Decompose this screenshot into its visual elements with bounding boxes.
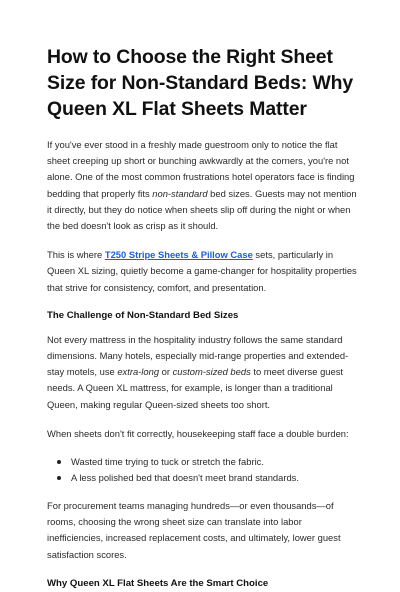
section-heading-challenge: The Challenge of Non-Standard Bed Sizes	[47, 309, 239, 321]
intro-paragraph	[47, 137, 360, 234]
article-title: How to Choose the Right Sheet Size for Non-Standard Beds: Why Queen XL Flat Sheets Matter	[47, 46, 354, 120]
intro-text-1: If you've ever stood in a freshly made guestroom only to notice the flat sheet creeping up short or bunching awkwardly at the corners, you're not alone. One of the most common frustrations hotel operators face is finding bedding that properly fits	[47, 139, 355, 199]
challenge-text-3: to meet diverse guest needs. A Queen XL mattress, for example, is longer than a traditional Queen, making regular Queen-sized sheets too short.	[47, 366, 344, 410]
bullet-icon	[57, 476, 61, 480]
challenge-emphasis-1: extra-long	[117, 366, 160, 378]
promo-paragraph	[47, 247, 360, 296]
challenge-emphasis-2: custom-sized beds	[172, 366, 251, 378]
challenge-text-1: Not every mattress in the hospitality industry follows the same standard dimensions. Many hotels, especially mid-range properties and extended-stay motels, use	[47, 333, 349, 378]
section-heading-queen-xl: Why Queen XL Flat Sheets Are the Smart Choice	[47, 577, 269, 589]
bullet-icon	[57, 460, 61, 464]
product-link[interactable]: T250 Stripe Sheets & Pillow Case	[104, 249, 253, 261]
challenge-paragraph-2: When sheets don't fit correctly, housekeeping staff face a double burden:	[47, 427, 349, 439]
list-item-text: Wasted time trying to tuck or stretch the fabric.	[71, 456, 264, 468]
list-item	[71, 470, 360, 486]
intro-text-2: bed sizes. Guests may not mention it directly, but they do notice when sheets slip off during the night or when the bed doesn't look as crisp as it should.	[47, 187, 357, 232]
promo-text-2: sets, particularly in Queen XL sizing, quietly become a game-changer for hospitality properties that strive for consistency, comfort, and presentation.	[47, 249, 357, 293]
challenge-paragraph-1	[47, 332, 360, 413]
intro-emphasis: non-standard	[152, 187, 208, 199]
challenge-text-2: or	[159, 366, 173, 378]
burden-list	[47, 454, 360, 486]
list-item	[71, 454, 360, 470]
list-item-text: A less polished bed that doesn't meet brand standards.	[71, 472, 299, 484]
promo-text-1: This is where	[47, 249, 105, 261]
challenge-paragraph-3: For procurement teams managing hundreds—or even thousands—of rooms, choosing the wrong sheet size can translate into labor inefficiencies, increased replacement costs, and ultimately, lower guest satisfaction scores.	[47, 500, 341, 560]
